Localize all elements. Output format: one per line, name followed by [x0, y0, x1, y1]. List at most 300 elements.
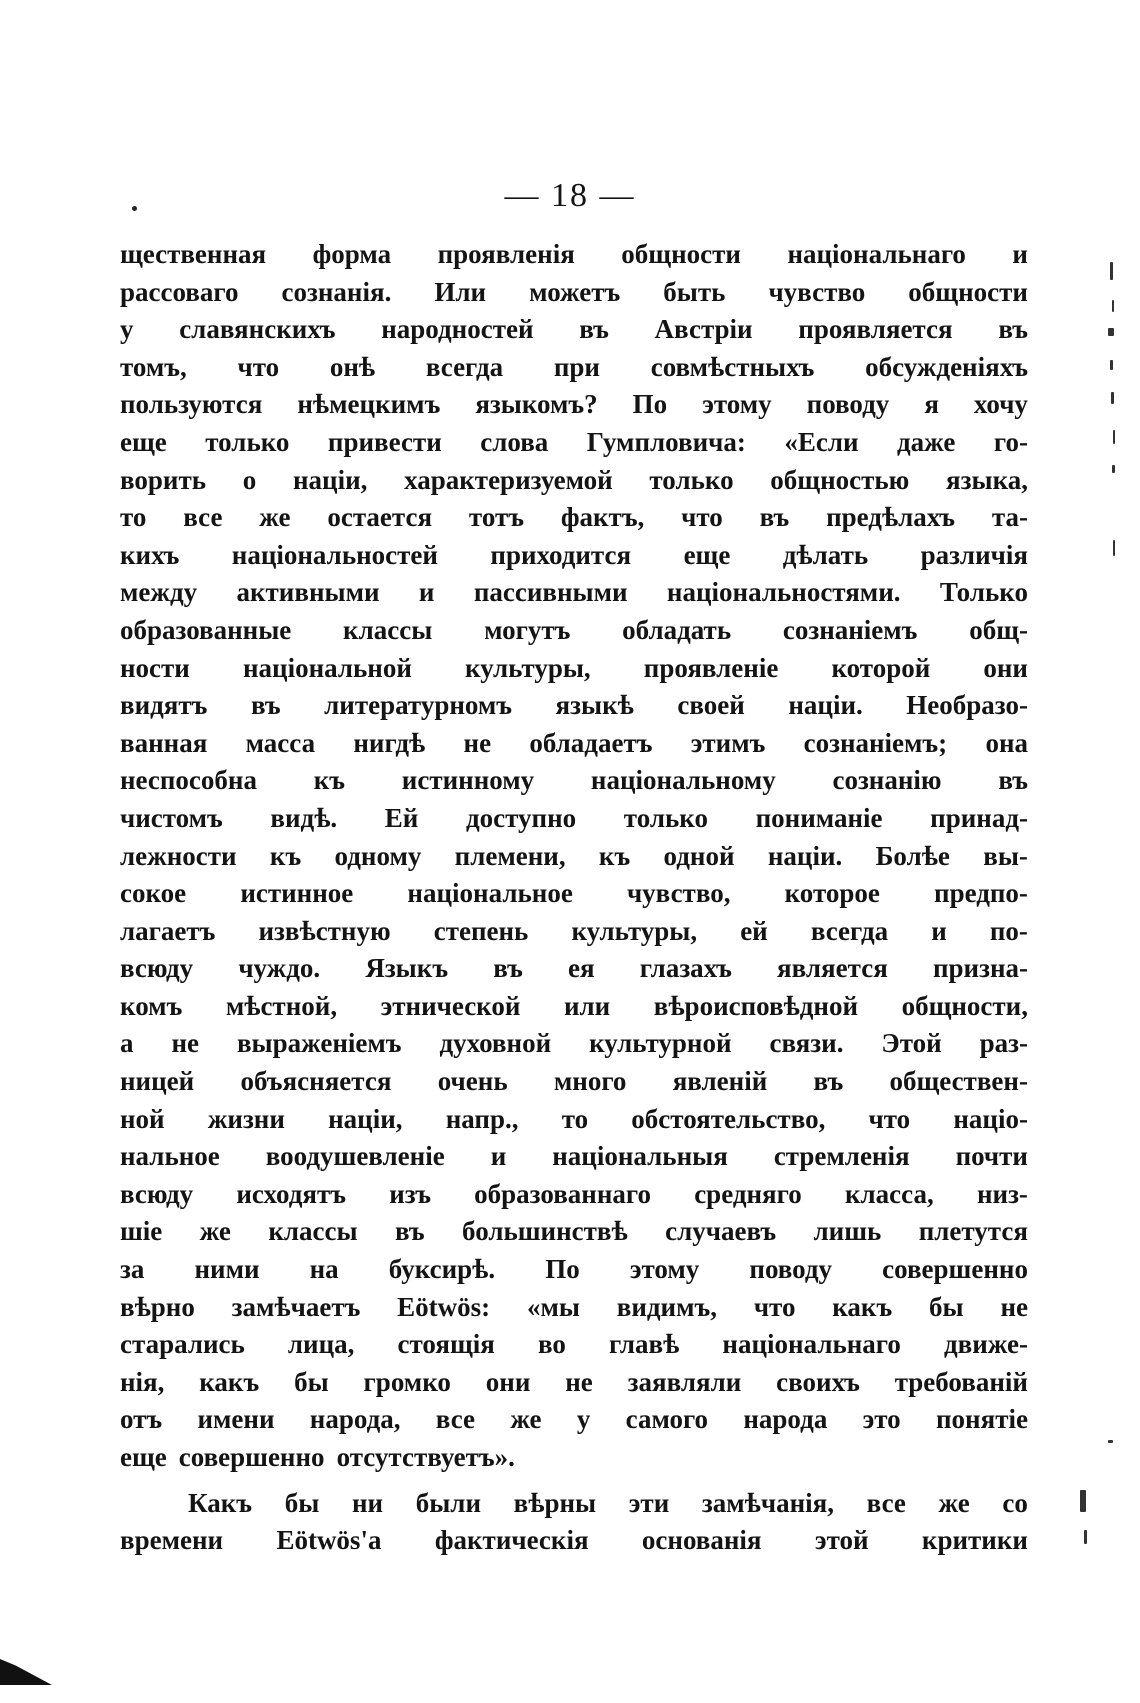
word: литературномъ [324, 690, 513, 721]
text-line [120, 1364, 1028, 1402]
word: лежности [120, 840, 237, 871]
word: чувство [768, 276, 866, 307]
word: предѣлахъ [826, 502, 956, 533]
word: они [983, 652, 1028, 683]
word: исходятъ [236, 1178, 347, 1209]
word: въ [759, 502, 790, 533]
word: замѣчаетъ [231, 1291, 361, 1322]
text-line [120, 386, 1028, 424]
word: и [418, 577, 435, 608]
word: поводу [806, 389, 890, 420]
word: общности, [901, 990, 1028, 1021]
word: своихъ [776, 1366, 860, 1397]
word: чуждо. [238, 953, 321, 984]
word: изъ [389, 1178, 431, 1209]
word: чувство, [626, 878, 731, 909]
word: «Если [784, 426, 859, 457]
word: лагаетъ [120, 915, 216, 946]
word: всегда [810, 915, 889, 946]
word: много [553, 1066, 627, 1097]
word: которой [831, 652, 931, 683]
word: та- [991, 502, 1028, 533]
word: призна- [932, 953, 1028, 984]
text-line [120, 875, 1028, 913]
word: сознанію [832, 765, 942, 796]
text-line [120, 725, 1028, 763]
word: щественная [120, 239, 267, 269]
word: общности [621, 239, 741, 269]
word: можетъ [529, 276, 621, 307]
word: слова [480, 426, 549, 457]
word: большинствѣ [462, 1216, 628, 1247]
word: имени [197, 1404, 275, 1435]
text-line [120, 1522, 1028, 1560]
word: національнаго [722, 1329, 901, 1360]
word: и [490, 1141, 507, 1172]
word: къ [598, 840, 631, 871]
word: этимъ [690, 727, 766, 758]
word: плетутся [918, 1216, 1028, 1247]
word: бы [929, 1291, 964, 1322]
word: классы [343, 614, 433, 645]
word: лица, [287, 1329, 355, 1360]
word: этнической [380, 990, 521, 1021]
word: націи, [328, 1103, 403, 1134]
text-line [120, 274, 1028, 312]
word: національное [407, 878, 573, 909]
word: при [553, 351, 600, 382]
word: этому [629, 1254, 700, 1285]
word: даже [897, 426, 956, 457]
word: масса [245, 727, 316, 758]
scan-speck [1080, 1490, 1086, 1512]
word: Eötwös: [397, 1291, 491, 1322]
word: національному [590, 765, 776, 796]
word: ея [568, 953, 595, 984]
word: образованные [120, 614, 292, 645]
word: въ [998, 314, 1028, 345]
word: въ [493, 953, 523, 984]
word: и [1012, 239, 1028, 269]
word: случаевъ [665, 1216, 777, 1247]
scan-speck [1110, 360, 1113, 370]
word: вы- [983, 840, 1028, 871]
word: Или [434, 276, 487, 307]
text-line [120, 612, 1028, 650]
text-line [120, 913, 1028, 951]
word: какъ [832, 1291, 893, 1322]
word: въ [813, 1066, 844, 1097]
word: заявляли [627, 1366, 742, 1397]
word: въ [394, 1216, 425, 1247]
word: хочу [973, 389, 1028, 420]
word: же [199, 1216, 231, 1247]
word: видѣ. [270, 802, 338, 833]
body-text [120, 236, 1028, 1560]
word: По [632, 389, 668, 420]
text-line [120, 311, 1028, 349]
word: общностью [770, 464, 910, 495]
word: пониманіе [755, 802, 883, 833]
word: могутъ [484, 614, 571, 645]
text-line [120, 1101, 1028, 1139]
scan-speck [1108, 328, 1114, 336]
word: и [931, 915, 947, 946]
text-line [120, 574, 1028, 612]
word: связи. [769, 1028, 844, 1059]
word: одному [334, 840, 422, 871]
text-line [120, 1063, 1028, 1101]
word: истинное [240, 878, 354, 909]
word: видимъ, [616, 1291, 718, 1322]
word: ванная [120, 727, 208, 758]
word: форма [312, 239, 392, 269]
word: національностями. [666, 577, 901, 608]
word: языкомъ? [475, 389, 598, 420]
word: то [120, 502, 147, 533]
word: различія [920, 539, 1028, 570]
word: націо- [953, 1103, 1028, 1134]
word: все [866, 1487, 906, 1518]
word: своей [677, 690, 745, 721]
word: что [753, 1291, 796, 1322]
word: очень [437, 1066, 508, 1097]
word: главѣ [608, 1329, 680, 1360]
page-number: — 18 — [504, 177, 636, 214]
word: отъ [120, 1404, 163, 1435]
word: основанія [641, 1525, 762, 1556]
word: національностей [231, 539, 438, 570]
word: только [205, 426, 290, 457]
word: не [1000, 1291, 1028, 1322]
scan-speck [1113, 540, 1115, 556]
word: остается [327, 502, 433, 533]
text-line [120, 1289, 1028, 1327]
text-line [120, 950, 1028, 988]
text-line [120, 1025, 1028, 1063]
word: одной [663, 840, 735, 871]
word: къ [269, 840, 302, 871]
word: требованій [894, 1366, 1028, 1397]
word: активными [236, 577, 380, 608]
text-line [120, 650, 1028, 688]
word: культуры, [571, 915, 698, 946]
word: что [681, 502, 723, 533]
text-line [120, 1401, 1028, 1439]
word: только [649, 464, 734, 495]
word: у [120, 314, 134, 345]
scan-speck [1113, 430, 1115, 444]
word: всюду [120, 1178, 194, 1209]
text-line [120, 1251, 1028, 1289]
word: націи. [788, 690, 863, 721]
word: поводу [749, 1254, 833, 1285]
word: напр., [445, 1103, 519, 1134]
word: го- [993, 426, 1028, 457]
word: степень [433, 915, 529, 946]
word: обсужденіяхъ [865, 351, 1028, 382]
scan-speck [1112, 465, 1115, 473]
word: Необразо- [906, 690, 1028, 721]
text-line [120, 1326, 1028, 1364]
word: быть [663, 276, 726, 307]
word: времени [120, 1525, 224, 1556]
word: въ [579, 314, 609, 345]
text-line [120, 462, 1028, 500]
word: раз- [979, 1028, 1028, 1059]
text-line [120, 1485, 1028, 1523]
word: неспособна [120, 765, 257, 796]
word: или [563, 990, 611, 1021]
word: она [985, 727, 1028, 758]
word: а [120, 1028, 134, 1059]
word: не [565, 1366, 593, 1397]
word: въ [998, 765, 1028, 796]
word: кихъ [120, 539, 180, 570]
word: стремленія [773, 1141, 910, 1172]
word: понятіе [935, 1404, 1028, 1435]
word: этому [702, 389, 772, 420]
word: Eötwös'а [276, 1525, 382, 1556]
word: языкѣ [555, 690, 634, 721]
word: проявленіе [643, 652, 779, 683]
word: пользуются [120, 389, 263, 420]
word: вѣроисповѣдной [653, 990, 859, 1021]
word: Какъ [188, 1487, 253, 1518]
word: обстоятельство, [631, 1103, 826, 1134]
word: общности [908, 276, 1028, 307]
word: еще [120, 426, 167, 457]
word: по- [989, 915, 1028, 946]
word: Языкъ [365, 953, 449, 984]
word: громко [363, 1366, 451, 1397]
word: онѣ [329, 351, 376, 382]
scan-speck [1112, 300, 1114, 312]
word: шіе [120, 1216, 163, 1247]
scan-speck [1084, 1530, 1087, 1544]
word: же [510, 1404, 542, 1435]
word: нигдѣ [353, 727, 426, 758]
word: ницей [120, 1066, 195, 1097]
word: сокое [120, 878, 187, 909]
word: глазахъ [639, 953, 732, 984]
word: совершенно [882, 1254, 1028, 1285]
word: обладать [622, 614, 732, 645]
word: народностей [381, 314, 534, 345]
word: выраженіемъ [236, 1028, 402, 1059]
word: пассивными [473, 577, 628, 608]
word: самого [625, 1404, 709, 1435]
word: со [1002, 1487, 1028, 1518]
word: комъ [120, 990, 183, 1021]
word: мѣстной, [225, 990, 338, 1021]
word: вѣрно [120, 1291, 195, 1322]
word: нальное [120, 1141, 220, 1172]
text-line [120, 499, 1028, 537]
text-line [120, 988, 1028, 1026]
word: чистомъ [120, 802, 223, 833]
word: Этой [881, 1028, 942, 1059]
word: на [309, 1254, 339, 1285]
word: это [862, 1404, 901, 1435]
text-line [120, 800, 1028, 838]
word: стоящія [397, 1329, 495, 1360]
word: что [868, 1103, 911, 1134]
word: рассоваго [120, 276, 239, 307]
word: все [435, 1404, 476, 1435]
word: критики [921, 1525, 1028, 1556]
word: томъ, [120, 351, 187, 382]
word: средняго [694, 1178, 802, 1209]
text-line [120, 537, 1028, 575]
word: націи. [767, 840, 843, 871]
word: проявленія [437, 239, 575, 269]
word: я [924, 389, 939, 420]
word: ной [120, 1103, 165, 1134]
word: низ- [976, 1178, 1028, 1209]
word: истинному [401, 765, 535, 796]
word: проявляется [798, 314, 953, 345]
word: что [237, 351, 280, 382]
word: еще [683, 539, 731, 570]
word: обладаетъ [529, 727, 653, 758]
word: ними [194, 1254, 260, 1285]
word: къ [313, 765, 346, 796]
word: дѣлать [782, 539, 869, 570]
text-line [120, 838, 1028, 876]
paragraph-gap [120, 1477, 1028, 1485]
scan-speck [1108, 1440, 1113, 1443]
word: бы [284, 1487, 320, 1518]
word: народа, [309, 1404, 401, 1435]
word: не [463, 727, 492, 758]
word: сознаніемъ; [803, 727, 948, 758]
scan-corner-mark [0, 1659, 52, 1685]
word: культуры, [465, 652, 591, 683]
word: буксирѣ. [388, 1254, 496, 1285]
word: всегда [425, 351, 504, 382]
word: во [537, 1329, 566, 1360]
text-line [120, 349, 1028, 387]
word: отсутствуетъ». [336, 1442, 515, 1472]
word: объясняется [240, 1066, 392, 1097]
word: является [777, 953, 888, 984]
word: вѣрны [513, 1487, 597, 1518]
word: племени, [454, 840, 566, 871]
word: Австріи [654, 314, 753, 345]
word: языка, [946, 464, 1028, 495]
word: сознаніемъ [782, 614, 918, 645]
word: нія, [120, 1366, 165, 1397]
scan-speck [1111, 392, 1114, 404]
word: національнаго [787, 239, 966, 269]
word: Болѣе [875, 840, 950, 871]
word: нѣмецкимъ [297, 389, 441, 420]
word: не [171, 1028, 199, 1059]
word: предпо- [934, 878, 1028, 909]
word: были [415, 1487, 482, 1518]
word: извѣстную [258, 915, 391, 946]
word: жизни [207, 1103, 285, 1134]
word: то [561, 1103, 589, 1134]
word: приходится [490, 539, 632, 570]
word: Только [939, 577, 1028, 608]
word: ей [740, 915, 768, 946]
word: видятъ [120, 690, 208, 721]
word: культурной [589, 1028, 732, 1059]
word: у [576, 1404, 591, 1435]
word: этой [814, 1525, 869, 1556]
word: націи, [292, 464, 368, 495]
word: характеризуемой [404, 464, 613, 495]
text-line [120, 1213, 1028, 1251]
word: Ей [384, 802, 419, 833]
word: фактъ, [560, 502, 645, 533]
word: же [259, 502, 291, 533]
text-line [120, 424, 1028, 462]
scan-speck [132, 206, 137, 211]
word: совмѣстныхъ [650, 351, 815, 382]
word: только [623, 802, 708, 833]
word: какъ [199, 1366, 260, 1397]
word: замѣчанія, [701, 1487, 835, 1518]
word: всюду [120, 953, 194, 984]
word: общ- [969, 614, 1028, 645]
word: бы [294, 1366, 329, 1397]
word: за [120, 1254, 145, 1285]
word: національной [242, 652, 412, 683]
word: же [938, 1487, 970, 1518]
word: тотъ [468, 502, 524, 533]
word: эти [628, 1487, 670, 1518]
text-line [120, 236, 1028, 274]
word: класса, [844, 1178, 934, 1209]
word: обществен- [889, 1066, 1028, 1097]
word: старались [120, 1329, 245, 1360]
word: привести [327, 426, 442, 457]
word: Гумпловича: [586, 426, 746, 457]
word: которое [784, 878, 880, 909]
word: ворить [120, 464, 207, 495]
word: воодушевленіе [265, 1141, 445, 1172]
word: сознанія. [281, 276, 392, 307]
word: принад- [930, 802, 1028, 833]
word: образованнаго [474, 1178, 651, 1209]
word: національныя [552, 1141, 728, 1172]
word: о [242, 464, 257, 495]
text-line [120, 1439, 1028, 1477]
word: въ [250, 690, 281, 721]
word: славянскихъ [179, 314, 336, 345]
text-line [120, 1138, 1028, 1176]
word: явленій [672, 1066, 768, 1097]
word: совершенно [178, 1442, 325, 1472]
word: между [120, 577, 198, 608]
word: «мы [526, 1291, 580, 1322]
word: ни [351, 1487, 384, 1518]
word: движе- [943, 1329, 1028, 1360]
word: почти [955, 1141, 1028, 1172]
word: По [545, 1254, 580, 1285]
word: ности [120, 652, 190, 683]
word: еще [120, 1442, 167, 1472]
word: они [485, 1366, 531, 1397]
word: народа [743, 1404, 828, 1435]
word: фактическія [434, 1525, 589, 1556]
word: доступно [466, 802, 577, 833]
word: классы [268, 1216, 358, 1247]
word: лишь [813, 1216, 882, 1247]
